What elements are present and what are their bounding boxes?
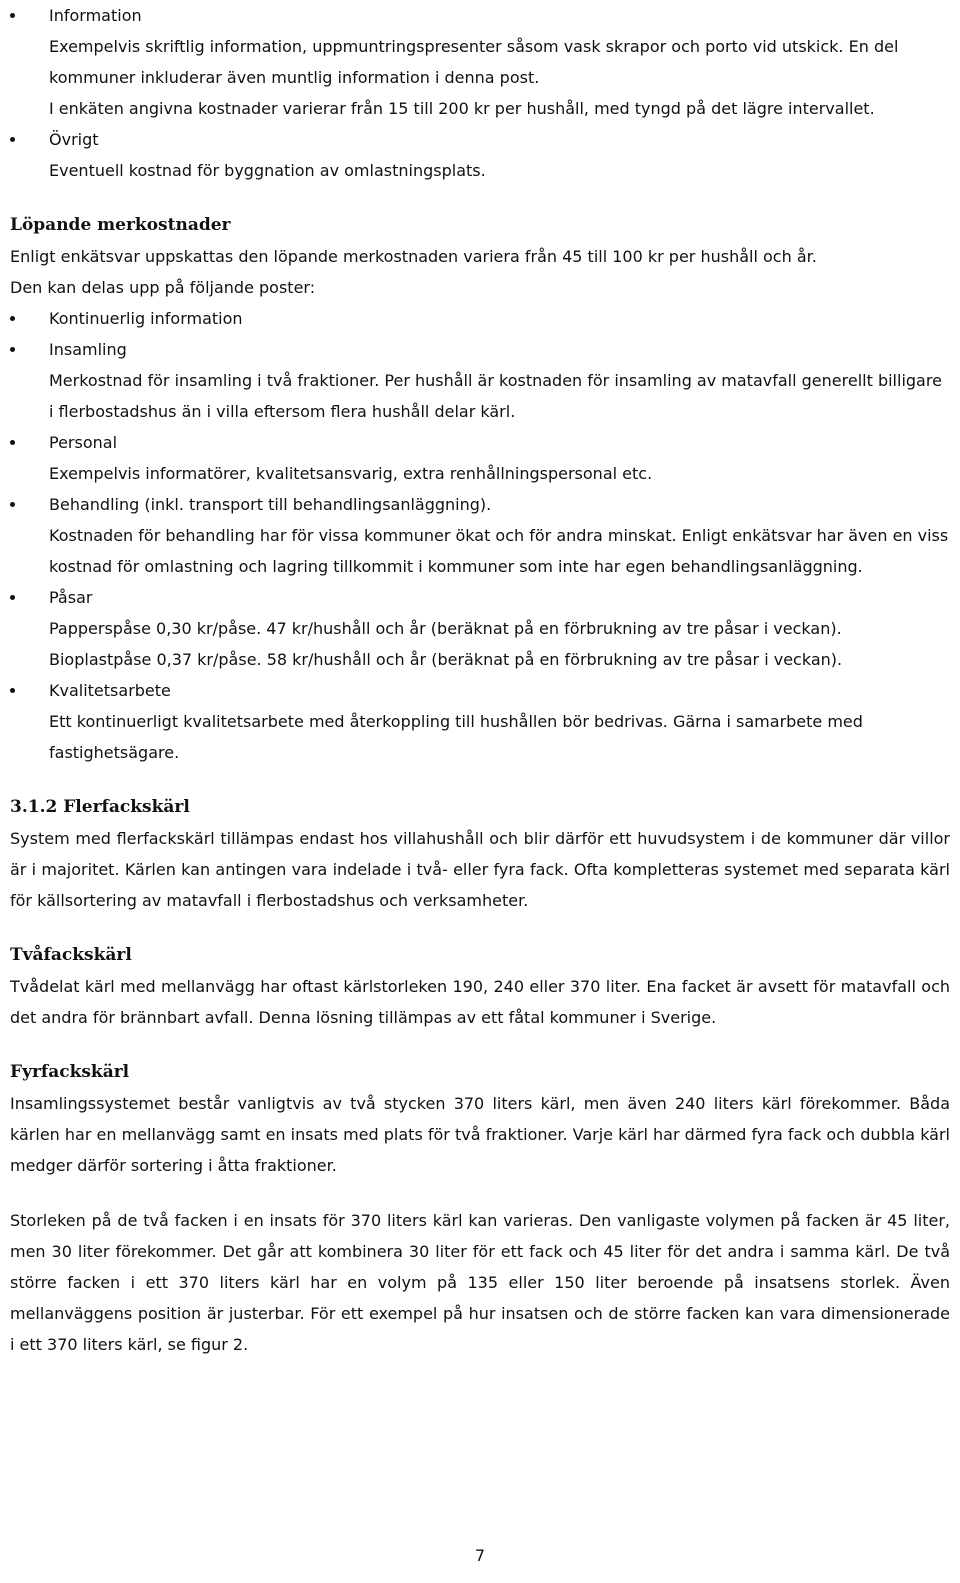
list-item [10, 303, 950, 334]
list-item [10, 124, 950, 186]
list-item [10, 0, 950, 124]
list-item-title: Kontinuerlig information [49, 309, 243, 328]
list-item-title: Behandling (inkl. transport till behandlingsanläggning). [49, 495, 492, 514]
list-item [10, 582, 950, 675]
list-item-title: Personal [49, 433, 118, 452]
list-item-body: Eventuell kostnad för byggnation av omlastningsplats. [49, 161, 486, 180]
paragraph: Tvådelat kärl med mellanvägg har oftast kärlstorleken 190, 240 eller 370 liter. Ena facket är avsett för matavfall och det andra för brännbart avfall. Denna lösning tillämpas av ett fåtal kommuner i Sverige. [10, 977, 950, 1027]
list-item-title: Kvalitetsarbete [49, 681, 171, 700]
page-number: 7 [474, 1546, 486, 1565]
list-item [10, 334, 950, 427]
list-item-body: Exempelvis informatörer, kvalitetsansvarig, extra renhållningspersonal etc. [49, 464, 653, 483]
list-item-body: Bioplastpåse 0,37 kr/påse. 58 kr/hushåll och år (beräknat på en förbrukning av tre påsar i veckan). [49, 650, 843, 669]
section-heading: Löpande merkostnader [10, 215, 231, 235]
list-item-body: Exempelvis skriftlig information, uppmuntringspresenter såsom vask skrapor och porto vid utskick. En del kommuner inkluderar även muntlig information i denna post. [49, 37, 899, 87]
list-item-title: Information [49, 6, 142, 25]
list-item-body: Ett kontinuerligt kvalitetsarbete med återkoppling till hushållen bör bedrivas. Gärna i samarbete med fastighetsägare. [49, 712, 863, 762]
section-heading: Tvåfackskärl [10, 945, 132, 965]
list-item-title: Övrigt [49, 130, 99, 149]
paragraph: Insamlingssystemet består vanligtvis av två stycken 370 liters kärl, men även 240 liters kärl förekommer. Båda kärlen har en mellanvägg samt en insats med plats för två fraktioner. Varje kärl har därmed fyra fack och dubbla kärl medger därför sortering i åtta fraktioner. [10, 1094, 950, 1175]
list-item-title: Insamling [49, 340, 127, 359]
list-item-body: Merkostnad för insamling i två fraktioner. Per hushåll är kostnaden för insamling av matavfall generellt billigare i flerbostadshus än i villa eftersom flera hushåll delar kärl. [49, 371, 942, 421]
top-bullet-list [10, 0, 950, 186]
paragraph: Storleken på de två facken i en insats för 370 liters kärl kan varieras. Den vanligaste volymen på facken är 45 liter, men 30 liter förekommer. Det går att kombinera 30 liter för ett fack och 45 liter för det andra i samma kärl. De två större facken i ett 370 liters kärl har en volym på 135 eller 150 liter beroende på insatsens storlek. Även mellanväggens position är justerbar. För ett exempel på hur insatsen och de större facken kan vara dimensionerade i ett 370 liters kärl, se figur 2. [10, 1211, 950, 1354]
list-item-body: I enkäten angivna kostnader varierar från 15 till 200 kr per hushåll, med tyngd på det lägre intervallet. [49, 99, 875, 118]
list-item-body: Kostnaden för behandling har för vissa kommuner ökat och för andra minskat. Enligt enkätsvar har även en viss kostnad för omlastning och lagring tillkommit i kommuner som inte har egen behandlingsanläggning. [49, 526, 949, 576]
paragraph: Den kan delas upp på följande poster: [10, 278, 316, 297]
section-heading: Fyrfackskärl [10, 1062, 130, 1082]
document-page [10, 0, 950, 1360]
section-heading: 3.1.2 Flerfackskärl [10, 797, 190, 817]
list-item [10, 427, 950, 489]
list-item-title: Påsar [49, 588, 93, 607]
paragraph: System med flerfackskärl tillämpas endast hos villahushåll och blir därför ett huvudsystem i de kommuner där villor är i majoritet. Kärlen kan antingen vara indelade i två- eller fyra fack. Ofta kompletteras systemet med separata kärl för källsortering av matavfall i flerbostadshus och verksamheter. [10, 829, 950, 910]
paragraph: Enligt enkätsvar uppskattas den löpande merkostnaden variera från 45 till 100 kr per hushåll och år. [10, 247, 817, 266]
list-item-body: Papperspåse 0,30 kr/påse. 47 kr/hushåll och år (beräknat på en förbrukning av tre påsar i veckan). [49, 619, 842, 638]
list-item [10, 675, 950, 768]
cost-bullet-list [10, 303, 950, 768]
list-item [10, 489, 950, 582]
